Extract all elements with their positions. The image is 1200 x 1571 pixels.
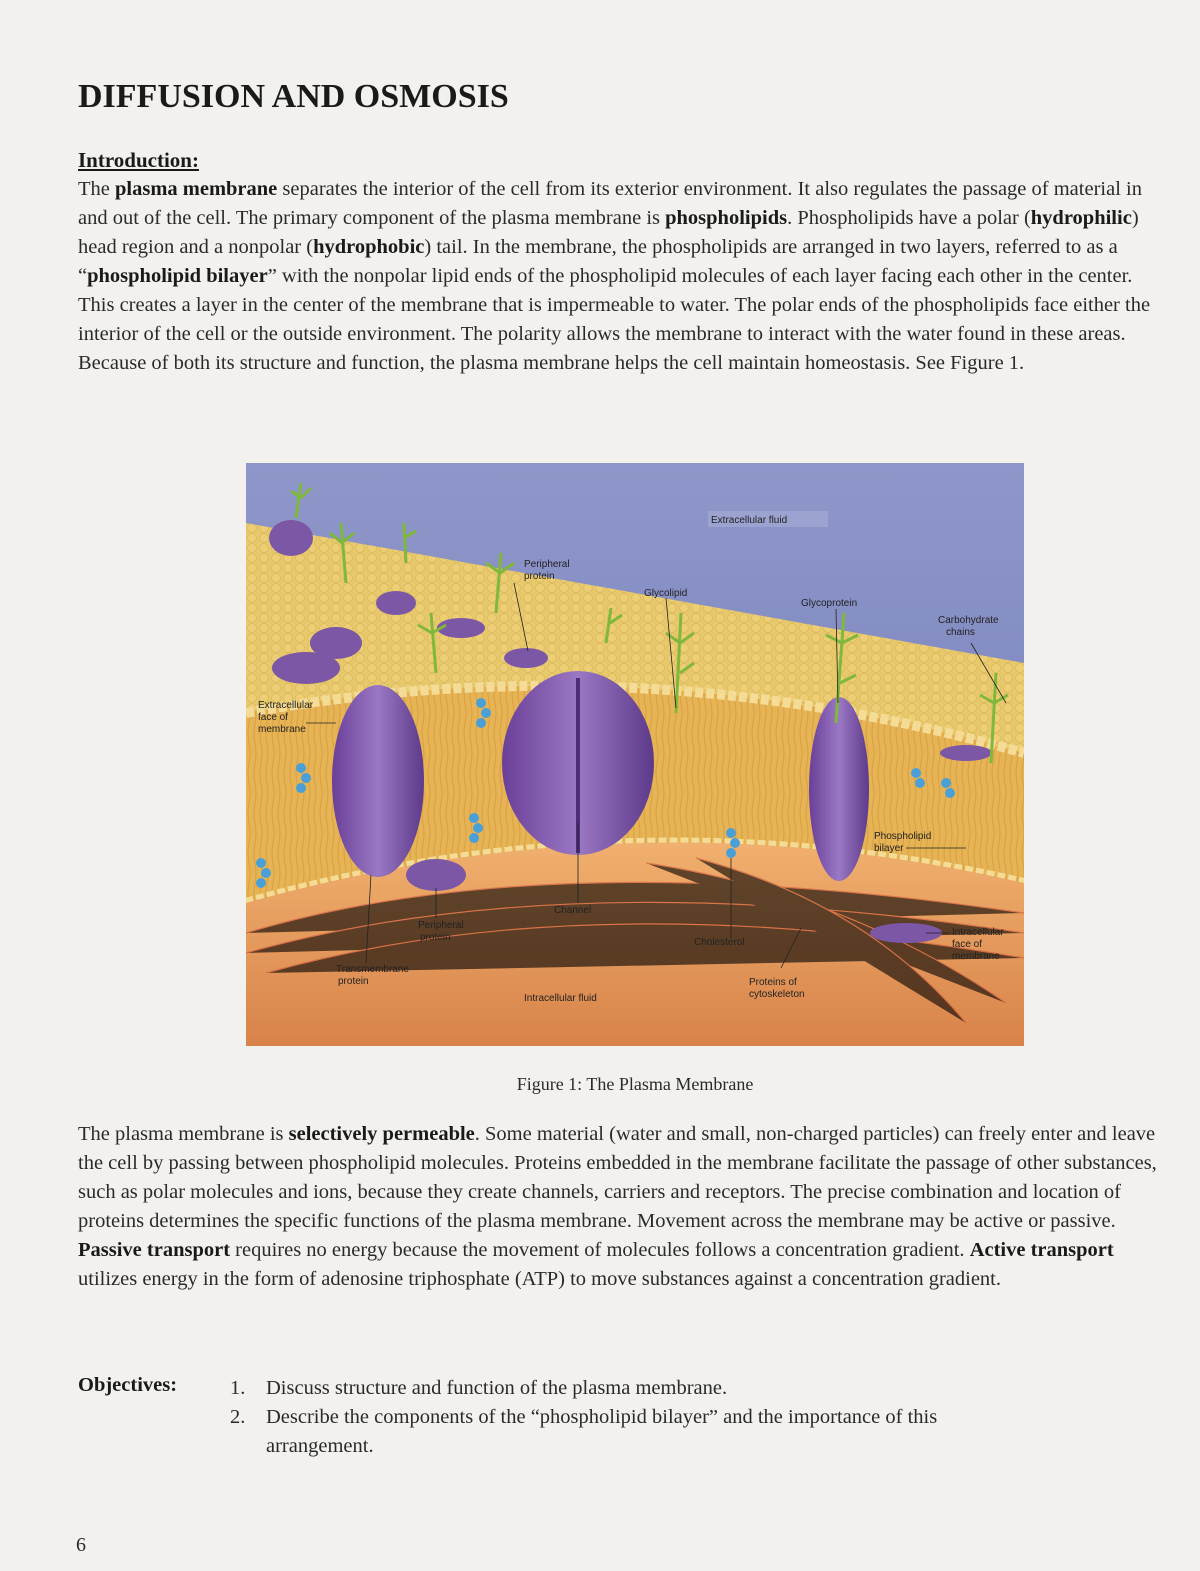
page-title: DIFFUSION AND OSMOSIS — [78, 78, 509, 115]
membrane-illustration — [246, 463, 1024, 1046]
label-peripheral-protein-bottom-2: protein — [420, 932, 451, 943]
label-carbohydrate-chains-2: chains — [946, 627, 975, 638]
glycoprotein-body — [809, 697, 869, 881]
introduction-paragraph: The plasma membrane separates the interior of the cell from its exterior environment. It also regulates the passage of material in and out of the cell. The primary component of the plasma membrane is phospholipids. Phospholipids have a polar (hydrophilic) head region and a nonpolar (hydrophobic) tail. In the membrane, the phospholipids are arranged in two layers, referred to as a “phospholipid bilayer” with the nonpolar lipid ends of the phospholipid molecules of each layer facing each other in the center. This creates a layer in the center of the membrane that is impermeable to water. The polar ends of the phospholipids face either the interior of the cell or the outside environment. The polarity allows the membrane to interact with the water found in these areas. Because of both its structure and function, the plasma membrane helps the cell maintain homeostasis. See Figure 1. — [78, 178, 1151, 374]
term-phospholipid-bilayer: phospholipid bilayer — [87, 265, 268, 287]
term-hydrophilic: hydrophilic — [1030, 207, 1132, 229]
figure-caption: Figure 1: The Plasma Membrane — [516, 1074, 754, 1094]
peripheral-protein-top — [504, 648, 548, 668]
objective-text: Discuss structure and function of the plasma membrane. — [266, 1377, 728, 1399]
label-transmembrane-protein-2: protein — [338, 976, 369, 987]
label-cholesterol: Cholesterol — [694, 937, 745, 948]
label-extracellular-face-1: Extracellular — [258, 700, 314, 711]
term-selectively-permeable: selectively permeable — [288, 1123, 475, 1145]
term-passive-transport: Passive transport — [78, 1239, 231, 1261]
label-phospholipid-bilayer-2: bilayer — [874, 843, 904, 854]
objective-number: 1. — [230, 1377, 246, 1399]
objectives-heading: Objectives: — [78, 1374, 178, 1396]
label-proteins-of-cytoskeleton-1: Proteins of — [749, 977, 797, 988]
plasma-membrane-figure — [246, 463, 1024, 1046]
term-plasma-membrane: plasma membrane — [115, 178, 278, 200]
label-extracellular-fluid: Extracellular fluid — [711, 515, 788, 526]
transmembrane-protein — [332, 685, 424, 877]
page-number: 6 — [76, 1534, 86, 1556]
introduction-heading: Introduction: — [78, 148, 199, 172]
label-peripheral-protein-top-1: Peripheral — [524, 559, 570, 570]
label-glycolipid: Glycolipid — [644, 588, 688, 599]
label-extracellular-face-2: face of — [258, 712, 289, 723]
label-extracellular-face-3: membrane — [258, 724, 306, 735]
label-glycoprotein: Glycoprotein — [801, 598, 858, 609]
objective-number: 2. — [230, 1406, 246, 1428]
label-intracellular-face-3: membrane — [952, 951, 1000, 962]
label-carbohydrate-chains-1: Carbohydrate — [938, 615, 999, 626]
label-phospholipid-bilayer-1: Phospholipid — [874, 831, 932, 842]
label-proteins-of-cytoskeleton-2: cytoskeleton — [749, 989, 805, 1000]
label-peripheral-protein-top-2: protein — [524, 571, 555, 582]
objective-text: Describe the components of the “phospholipid bilayer” and the importance of this arrangement. — [266, 1406, 938, 1457]
term-phospholipids: phospholipids — [665, 207, 788, 229]
label-channel: Channel — [554, 905, 592, 916]
label-intracellular-face-2: face of — [952, 939, 983, 950]
term-active-transport: Active transport — [969, 1239, 1114, 1261]
term-hydrophobic: hydrophobic — [313, 236, 425, 258]
permeability-paragraph: The plasma membrane is selectively permeable. Some material (water and small, non-charged particles) can freely enter and leave the cell by passing between phospholipid molecules. Proteins embedded in the membrane facilitate the passage of other substances, such as polar molecules and ions, because they create channels, carriers and receptors. The precise combination and location of proteins determines the specific functions of the plasma membrane. Movement across the membrane may be active or passive. Passive transport requires no energy because the movement of molecules follows a concentration gradient. Active transport utilizes energy in the form of adenosine triphosphate (ATP) to move substances against a concentration gradient. — [78, 1123, 1157, 1290]
label-transmembrane-protein-1: Transmembrane — [336, 964, 409, 975]
label-peripheral-protein-bottom-1: Peripheral — [418, 920, 464, 931]
peripheral-protein-bottom — [406, 859, 466, 891]
label-intracellular-fluid: Intracellular fluid — [524, 993, 597, 1004]
label-intracellular-face-1: Intracellular — [952, 927, 1004, 938]
